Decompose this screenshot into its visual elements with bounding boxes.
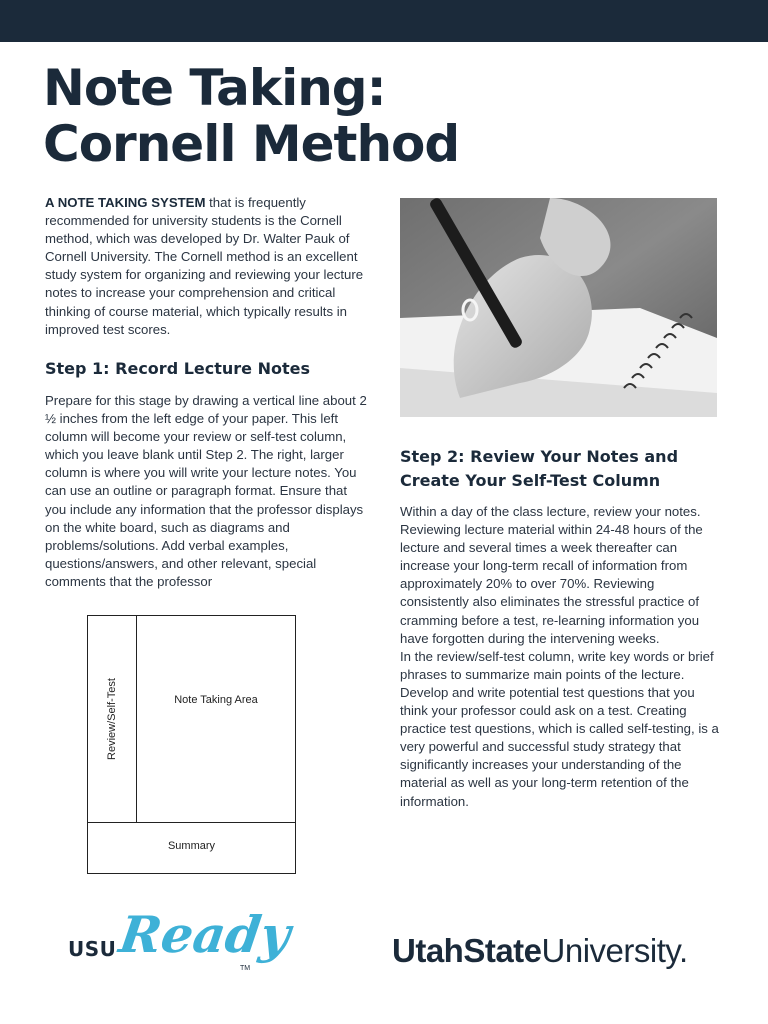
logo-utahstate: UtahState (392, 932, 542, 969)
ready-logo-text: Ready (115, 905, 294, 964)
usu-ready-logo (68, 905, 294, 990)
step2-body (400, 503, 725, 811)
intro-text: that is frequently recommended for university students is the Cornell method, which was developed by Dr. Walter Pauk of Cornell University. The Cornell method is an excellent study system for organizing and reviewing your lecture notes to increase your comprehension and critical thinking of course material, which typically results in improved test scores. (45, 195, 364, 337)
trademark-mark: TM (240, 965, 251, 972)
diagram-review-label: Review/Self-Test (106, 678, 118, 760)
diagram-summary-label: Summary (167, 840, 216, 852)
hand-writing-illustration (400, 198, 717, 417)
title-line-2: Cornell Method (43, 115, 460, 173)
step1-heading: Step 1: Record Lecture Notes (45, 359, 310, 378)
step2-paragraph-1: Within a day of the class lecture, review your notes. Reviewing lecture material within 24-48 hours of the lecture and several times a week thereafter can increase your long-term recall of information from approximately 20% to over 70%. Reviewing consistently also eliminates the stressful practice of cramming before a test, re-learning information you have forgotten during the intervening weeks. (400, 504, 703, 646)
logo-university: University. (541, 932, 688, 969)
hand-writing-photo (400, 198, 717, 417)
step2-paragraph-2: In the review/self-test column, write key words or brief phrases to summarize main points of the lecture. Develop and write potential test questions that you think your professor could ask on a test. Creating practice test questions, which is called self-testing, is a very powerful and successful study strategy that significantly increases your understanding of the material as well as your long-term retention of the information. (400, 648, 719, 809)
cornell-layout-diagram (87, 615, 296, 874)
step2-heading: Step 2: Review Your Notes and Create Your Self-Test Column (400, 447, 679, 490)
diagram-notes-label: Note Taking Area (174, 694, 258, 706)
utah-state-university-logo (392, 932, 688, 970)
diagram-horizontal-divider (88, 822, 295, 823)
top-banner (0, 0, 768, 42)
intro-paragraph (45, 194, 375, 339)
title-line-1: Note Taking: (43, 59, 386, 117)
step1-body: Prepare for this stage by drawing a vertical line about 2 ½ inches from the left edge of your paper. This left column will become your review or self-test column, which you leave blank until Step 2. The right, larger column is where you will write your lecture notes. You can use an outline or paragraph format. Ensure that you include any information that the professor displays on the white board, such as diagrams and problems/solutions. Add verbal examples, questions/answers, and other relevant, special comments that the professor (45, 393, 367, 589)
diagram-vertical-divider (136, 616, 137, 822)
usu-logo-text: USU (68, 937, 117, 961)
intro-lead: A NOTE TAKING SYSTEM (45, 195, 206, 210)
page-title (43, 60, 459, 172)
